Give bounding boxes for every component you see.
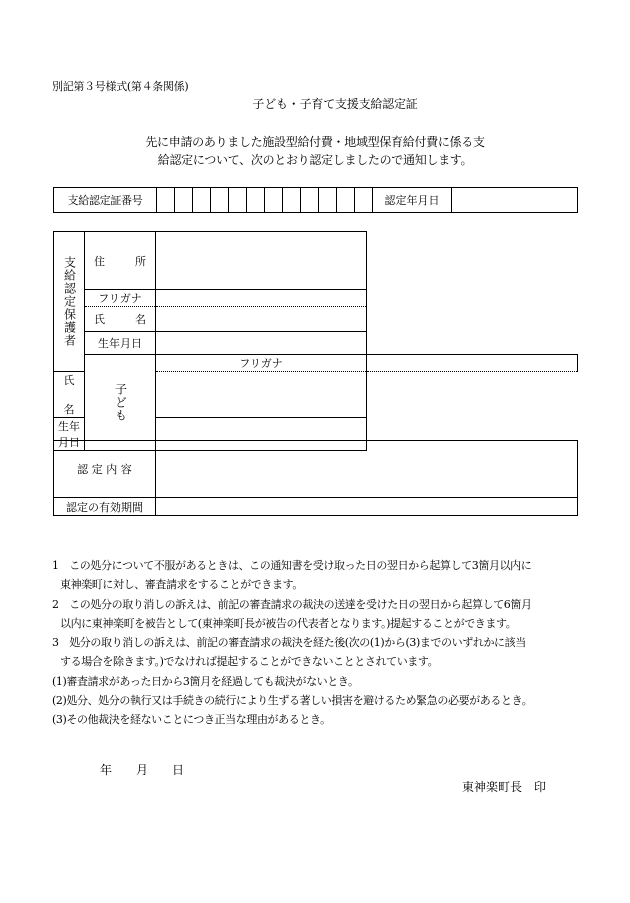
certification-table [53,440,578,516]
guardian-address-field[interactable] [156,232,367,290]
name-label-char-1: 氏 [94,313,105,326]
certificate-number-digit-cell[interactable] [247,188,265,213]
certificate-number-digit-cell[interactable] [319,188,337,213]
certificate-number-digit-cell[interactable] [175,188,193,213]
child-section-label [85,355,156,451]
note-line: 以内に東神楽町を被告として(東神楽町長が被告の代表者となります。)提起することができます。 [60,616,517,630]
certificate-number-digit-cell[interactable] [211,188,229,213]
address-label-char-2: 所 [135,254,146,268]
certification-validity-label: 認定の有効期間 [54,498,156,516]
month-label: 月 [136,763,149,777]
child-name-field[interactable] [156,372,367,418]
name-label-char-2: 名 [135,313,146,326]
document-title: 子ども・子育て支援支給認定証 [252,97,418,111]
certification-date-label: 認定年月日 [373,188,452,213]
child-furigana-field[interactable] [367,355,578,372]
certificate-number-digit-cell[interactable] [193,188,211,213]
note-line: (3)その他裁決を経ないことにつき正当な理由があるとき。 [52,713,331,727]
certificate-number-digit-cell[interactable] [229,188,247,213]
name-label-char-2: 名 [63,403,75,416]
certificate-number-digit-cell[interactable] [337,188,355,213]
note-line: 2 この処分の取り消しの訴えは、前記の審査請求の裁決の送達を受けた日の翌日から起算して6箇月 [52,597,532,611]
note-line: 1 この処分について不服があるときは、この通知書を受け取った日の翌日から起算して3箇月以内に [52,559,532,572]
certification-content-label: 認 定 内 容 [54,441,156,498]
issuer-signature: 東神楽町長 印 [462,780,547,794]
certification-validity-field[interactable] [156,498,578,516]
certificate-number-table [53,187,578,213]
guardian-birthdate-field[interactable] [156,332,367,355]
certification-content-field[interactable] [156,441,578,498]
year-label: 年 [100,763,113,777]
certificate-number-digit-cell[interactable] [265,188,283,213]
note-line: (1)審査請求があった日から3箇月を経過しても裁決がないとき。 [52,674,359,688]
certificate-number-label: 支給認定証番号 [54,188,157,213]
guardian-name-field[interactable] [156,307,367,332]
appeal-notes [52,556,592,730]
guardian-child-table [53,231,578,451]
note-line: する場合を除きます。)でなければ提起することができないこととされています。 [60,655,439,669]
guardian-furigana-label: フリガナ [85,290,156,307]
child-section-text: 子ども [113,383,128,422]
child-birthdate-label: 生年月日 [54,418,85,451]
intro-line-2: 給認定について、次のとおり認定しましたので通知します。 [157,153,473,167]
intro-line-1: 先に申請のありました施設型給付費・地域型保育給付費に係る支 [145,135,485,149]
guardian-section-label [54,232,85,372]
address-label-char-1: 住 [94,254,105,268]
intro-text [60,133,570,169]
day-label: 日 [172,763,185,777]
guardian-name-label [85,307,156,332]
note-line: 3 処分の取り消しの訴えは、前記の審査請求の裁決を経た後(次の(1)から(3)までのいずれかに該当 [52,636,526,650]
note-line: (2)処分、処分の執行又は手続きの続行により生ずる著しい損害を避けるため緊急の必要があるとき。 [52,694,533,708]
name-label-char-1: 氏 [63,374,75,387]
guardian-section-text: 支給認定保護者 [62,256,77,347]
certification-date-field[interactable] [452,188,578,213]
guardian-address-label [85,232,156,290]
child-name-label [54,372,85,418]
form-number: 別記第３号様式(第４条関係) [52,80,189,93]
certificate-number-digit-cell[interactable] [157,188,175,213]
certificate-number-digit-cell[interactable] [301,188,319,213]
child-furigana-label: フリガナ [156,355,367,372]
certificate-number-digit-cell[interactable] [355,188,373,213]
issue-date-line [100,761,184,778]
guardian-birthdate-label: 生年月日 [85,332,156,355]
certificate-number-digit-cell[interactable] [283,188,301,213]
note-line: 東神楽町に対し、審査請求をすることができます。 [60,578,303,592]
guardian-furigana-field[interactable] [156,290,367,307]
